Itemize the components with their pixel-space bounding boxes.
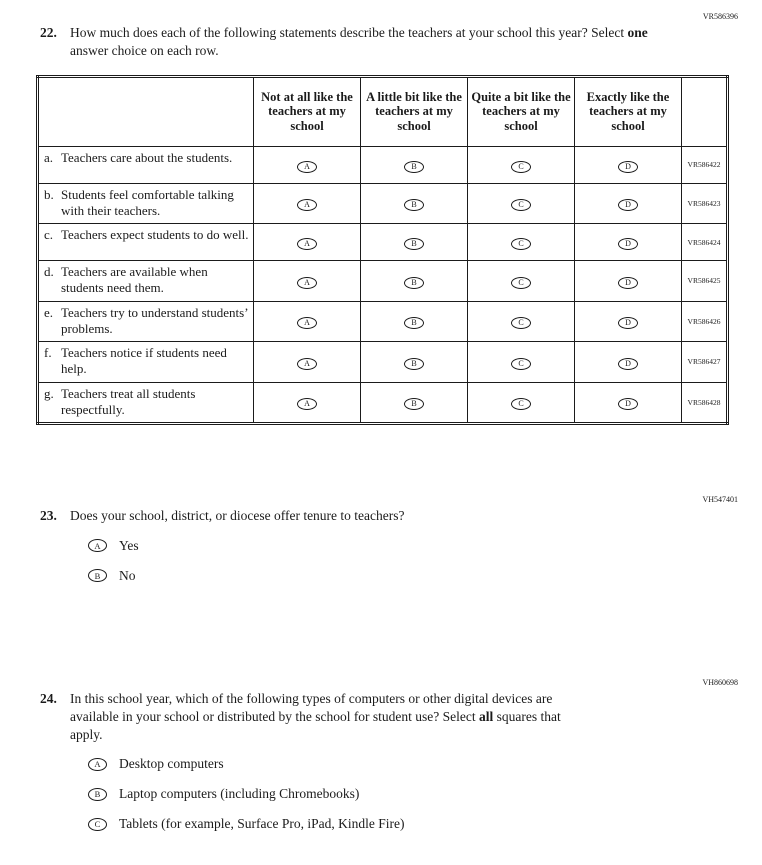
answer-cell bbox=[254, 183, 361, 224]
answer-cell bbox=[575, 224, 682, 261]
option-label: Tablets (for example, Surface Pro, iPad, Kindle Fire) bbox=[119, 816, 405, 832]
answer-matrix-table bbox=[36, 75, 729, 426]
answer-cell bbox=[254, 342, 361, 383]
statement-cell bbox=[38, 342, 254, 383]
row-code: VR586424 bbox=[682, 224, 728, 261]
row-letter: a. bbox=[44, 149, 54, 165]
option-label: Yes bbox=[119, 537, 139, 553]
question-22-text-bold: one bbox=[627, 25, 648, 40]
answer-cell bbox=[361, 183, 468, 224]
matrix-row-c bbox=[38, 224, 728, 261]
option-label: Laptop computers (including Chromebooks) bbox=[119, 786, 360, 802]
question-23 bbox=[40, 507, 722, 525]
question-22-number: 22. bbox=[40, 25, 57, 40]
answer-bubble-c[interactable]: C bbox=[511, 277, 531, 289]
matrix-body bbox=[38, 146, 728, 424]
matrix-header-row bbox=[38, 76, 728, 146]
answer-bubble-a[interactable]: A bbox=[297, 398, 317, 410]
answer-bubble-c[interactable]: C bbox=[511, 161, 531, 173]
answer-cell bbox=[361, 224, 468, 261]
answer-cell bbox=[361, 146, 468, 183]
row-statement: Students feel comfortable talking with their teachers. bbox=[61, 186, 234, 218]
matrix-header bbox=[38, 76, 728, 146]
answer-cell bbox=[361, 261, 468, 302]
row-statement: Teachers are available when students need them. bbox=[61, 264, 208, 296]
statement-cell bbox=[38, 183, 254, 224]
matrix-row-d bbox=[38, 261, 728, 302]
matrix-row-f bbox=[38, 342, 728, 383]
question-23-id: VH547401 bbox=[702, 495, 738, 505]
answer-bubble-c[interactable]: C bbox=[511, 238, 531, 250]
question-23-number: 23. bbox=[40, 508, 57, 524]
answer-bubble-a[interactable]: A bbox=[297, 161, 317, 173]
statement-cell bbox=[38, 382, 254, 424]
answer-cell bbox=[575, 261, 682, 302]
answer-cell bbox=[468, 146, 575, 183]
answer-cell bbox=[575, 342, 682, 383]
option-label: No bbox=[119, 567, 136, 583]
matrix-row-b bbox=[38, 183, 728, 224]
answer-cell bbox=[468, 342, 575, 383]
answer-bubble-a[interactable]: A bbox=[297, 317, 317, 329]
answer-bubble-b[interactable]: B bbox=[404, 238, 424, 250]
answer-bubble-b[interactable]: B bbox=[404, 277, 424, 289]
row-statement: Teachers care about the students. bbox=[61, 149, 233, 165]
answer-bubble-b[interactable]: B bbox=[404, 358, 424, 370]
option-tablets[interactable] bbox=[88, 816, 762, 832]
matrix-empty-header bbox=[38, 76, 254, 146]
statement-cell bbox=[38, 301, 254, 342]
statement-cell bbox=[38, 261, 254, 302]
matrix-row-e bbox=[38, 301, 728, 342]
answer-cell bbox=[254, 301, 361, 342]
row-code: VR586427 bbox=[682, 342, 728, 383]
answer-bubble-d[interactable]: D bbox=[618, 238, 638, 250]
row-letter: c. bbox=[44, 227, 54, 243]
question-22-text-part: How much does each of the following statements describe the teachers at your school this year? Select bbox=[70, 25, 628, 40]
row-letter: d. bbox=[44, 264, 54, 280]
row-statement: Teachers notice if students need help. bbox=[61, 345, 227, 377]
answer-cell bbox=[254, 382, 361, 424]
answer-bubble-c[interactable]: C bbox=[511, 317, 531, 329]
question-22-code-line bbox=[0, 12, 762, 22]
answer-cell bbox=[254, 224, 361, 261]
answer-bubble-b[interactable]: B bbox=[88, 569, 107, 582]
question-24-options bbox=[88, 756, 762, 832]
answer-cell bbox=[468, 301, 575, 342]
answer-cell bbox=[361, 342, 468, 383]
answer-bubble-b[interactable]: B bbox=[404, 199, 424, 211]
question-24-code-line bbox=[0, 678, 762, 688]
question-23-code-line bbox=[0, 495, 762, 505]
option-laptop-computers[interactable] bbox=[88, 786, 762, 802]
question-22-text bbox=[70, 24, 648, 60]
row-code: VR586428 bbox=[682, 382, 728, 424]
answer-cell bbox=[575, 301, 682, 342]
answer-bubble-d[interactable]: D bbox=[618, 277, 638, 289]
answer-bubble-a[interactable]: A bbox=[297, 277, 317, 289]
answer-bubble-a[interactable]: A bbox=[297, 238, 317, 250]
answer-cell bbox=[361, 301, 468, 342]
question-23-options bbox=[88, 538, 762, 584]
question-24-text-bold: all bbox=[479, 708, 494, 724]
row-statement: Teachers expect students to do well. bbox=[61, 227, 249, 243]
answer-cell bbox=[575, 382, 682, 424]
matrix-code-header bbox=[682, 76, 728, 146]
question-22-id: VR586396 bbox=[702, 12, 738, 21]
question-23-text: Does your school, district, or diocese offer tenure to teachers? bbox=[70, 508, 405, 524]
answer-bubble-c[interactable]: C bbox=[88, 818, 107, 831]
answer-cell bbox=[468, 382, 575, 424]
question-24-text-part: squares that apply. bbox=[70, 708, 561, 742]
question-24-text bbox=[70, 690, 592, 743]
answer-cell bbox=[468, 224, 575, 261]
row-letter: b. bbox=[44, 186, 54, 202]
column-header-exactly-like: Exactly like the teachers at my school bbox=[575, 76, 682, 146]
answer-bubble-b[interactable]: B bbox=[404, 398, 424, 410]
answer-bubble-a[interactable]: A bbox=[297, 358, 317, 370]
answer-bubble-b[interactable]: B bbox=[404, 161, 424, 173]
answer-bubble-c[interactable]: C bbox=[511, 398, 531, 410]
answer-cell bbox=[468, 261, 575, 302]
answer-bubble-c[interactable]: C bbox=[511, 199, 531, 211]
answer-bubble-d[interactable]: D bbox=[618, 199, 638, 211]
row-code: VR586426 bbox=[682, 301, 728, 342]
option-yes[interactable] bbox=[88, 538, 762, 554]
answer-cell bbox=[575, 146, 682, 183]
answer-cell bbox=[254, 146, 361, 183]
question-22-text-part: answer choice on each row. bbox=[70, 42, 219, 58]
question-24-id: VH860698 bbox=[702, 677, 738, 687]
column-header-little-bit: A little bit like the teachers at my school bbox=[361, 76, 468, 146]
question-22 bbox=[40, 24, 722, 60]
matrix-row-g bbox=[38, 382, 728, 424]
row-code: VR586423 bbox=[682, 183, 728, 224]
answer-bubble-c[interactable]: C bbox=[511, 358, 531, 370]
question-24 bbox=[40, 690, 722, 743]
row-letter: e. bbox=[44, 304, 54, 320]
answer-bubble-a[interactable]: A bbox=[88, 539, 107, 552]
answer-bubble-d[interactable]: D bbox=[618, 398, 638, 410]
statement-cell bbox=[38, 224, 254, 261]
option-no[interactable] bbox=[88, 568, 762, 584]
answer-bubble-d[interactable]: D bbox=[618, 317, 638, 329]
column-header-quite-a-bit: Quite a bit like the teachers at my school bbox=[468, 76, 575, 146]
answer-bubble-a[interactable]: A bbox=[297, 199, 317, 211]
row-statement: Teachers treat all students respectfully. bbox=[61, 385, 196, 417]
answer-cell bbox=[361, 382, 468, 424]
column-header-not-at-all: Not at all like the teachers at my school bbox=[254, 76, 361, 146]
option-desktop-computers[interactable] bbox=[88, 756, 762, 772]
answer-cell bbox=[575, 183, 682, 224]
question-24-text-part: In this school year, which of the following types of computers or other digital devices are available in your school or distributed by the school for student use? Select bbox=[70, 690, 553, 724]
matrix-row-a bbox=[38, 146, 728, 183]
statement-cell bbox=[38, 146, 254, 183]
answer-bubble-a[interactable]: A bbox=[88, 758, 107, 771]
row-letter: f. bbox=[44, 345, 52, 361]
row-code: VR586425 bbox=[682, 261, 728, 302]
answer-bubble-d[interactable]: D bbox=[618, 358, 638, 370]
row-letter: g. bbox=[44, 385, 54, 401]
answer-cell bbox=[254, 261, 361, 302]
row-statement: Teachers try to understand students’ problems. bbox=[61, 304, 248, 336]
question-24-number: 24. bbox=[40, 690, 57, 706]
answer-bubble-b[interactable]: B bbox=[404, 317, 424, 329]
answer-cell bbox=[468, 183, 575, 224]
answer-bubble-d[interactable]: D bbox=[618, 161, 638, 173]
option-label: Desktop computers bbox=[119, 756, 224, 772]
row-code: VR586422 bbox=[682, 146, 728, 183]
answer-bubble-b[interactable]: B bbox=[88, 788, 107, 801]
